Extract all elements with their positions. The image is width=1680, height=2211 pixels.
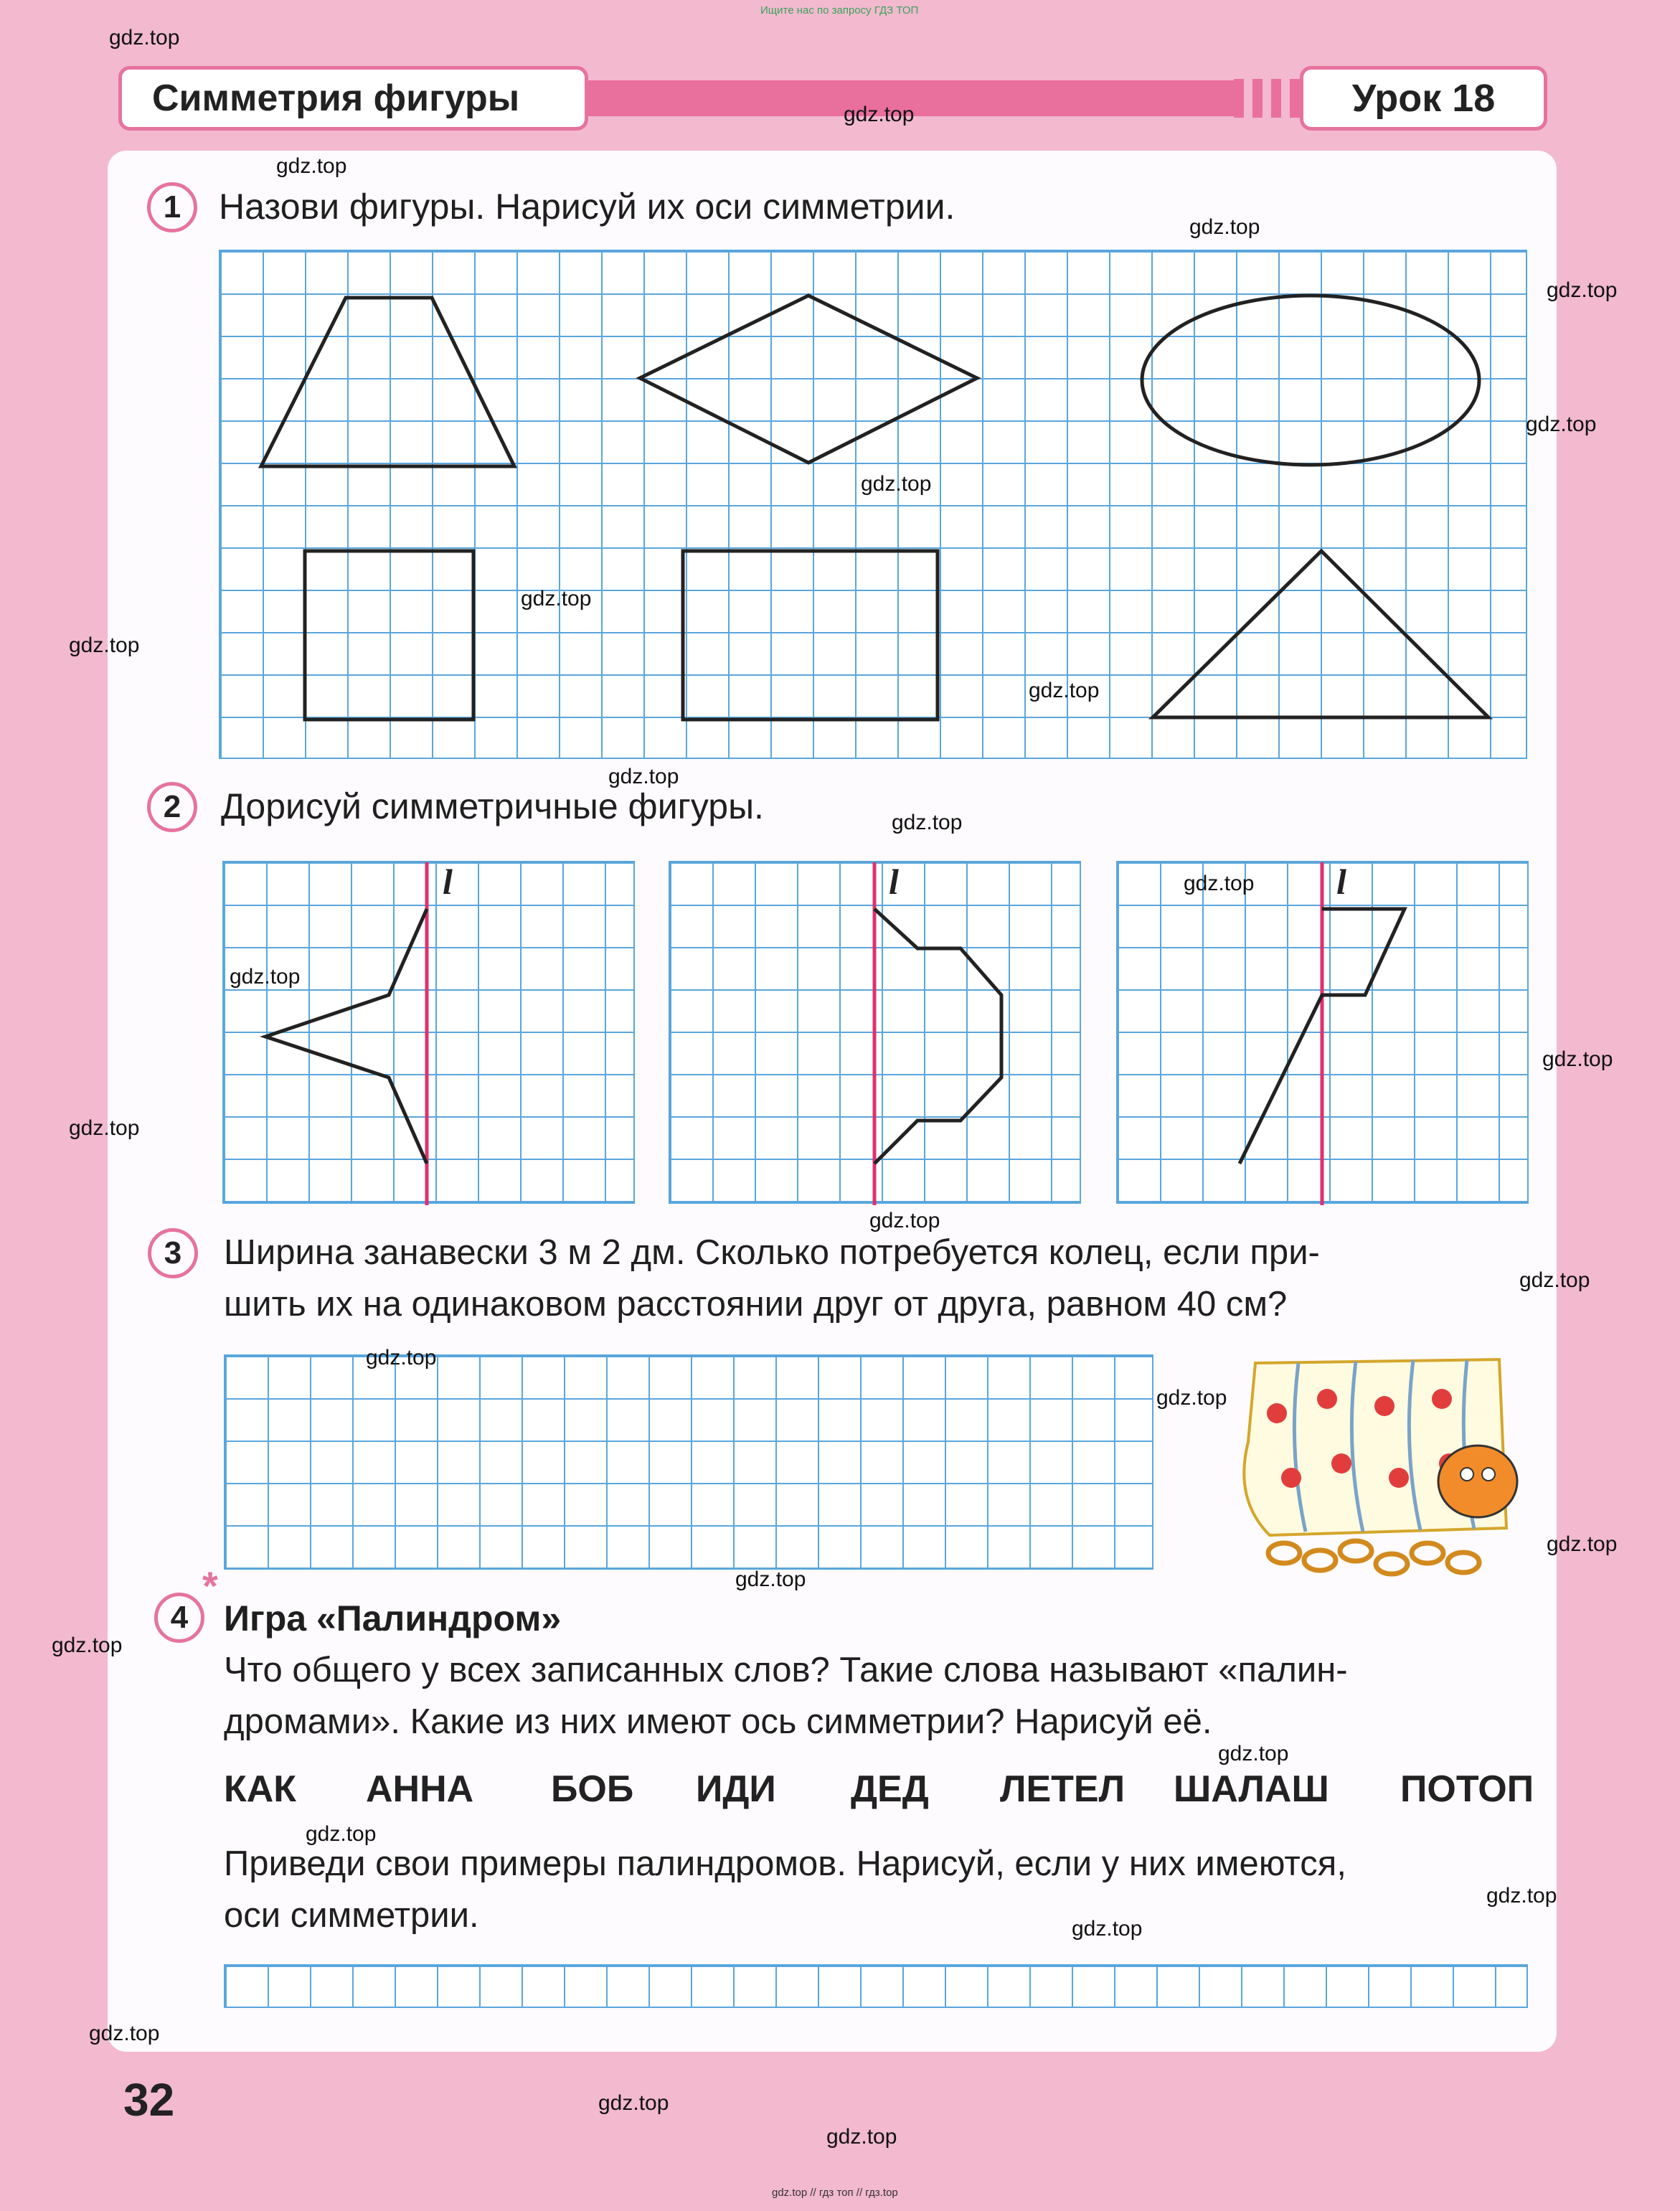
rhombus-shape (640, 296, 977, 463)
watermark-text: gdz.top (1542, 1047, 1613, 1071)
watermark-text: gdz.top (1547, 278, 1618, 302)
watermark-text: gdz.top (276, 154, 347, 178)
watermark-text: gdz.top (598, 2091, 669, 2115)
watermark-text: gdz.top (844, 103, 915, 126)
task-2-grid-2[interactable] (669, 861, 1081, 1204)
task-2-grid-1[interactable] (222, 861, 635, 1204)
watermark-text: gdz.top (230, 965, 301, 989)
task-4-line-2: дромами». Какие из них имеют ось симметрии? Нарисуй её. (224, 1702, 1212, 1741)
watermark-text: gdz.top (1072, 1917, 1143, 1941)
lesson-badge: Урок 18 (1300, 66, 1547, 131)
triangle-shape (1153, 551, 1488, 717)
task-3-answer-grid[interactable] (224, 1354, 1153, 1570)
trapezoid-shape (261, 298, 514, 466)
palindrome-word: ШАЛАШ (1174, 1768, 1329, 1810)
watermark-text: gdz.top (735, 1568, 806, 1591)
palindrome-word: ИДИ (696, 1768, 776, 1810)
task-2-grid-3[interactable] (1116, 861, 1529, 1204)
task-4-star: * (202, 1563, 218, 1608)
page-title: Симметрия фигуры (118, 66, 588, 131)
task-1-figures (220, 251, 1529, 760)
watermark-text: gdz.top (1156, 1386, 1227, 1410)
watermark-text: gdz.top (892, 811, 963, 834)
palindrome-word: БОБ (551, 1768, 634, 1810)
task-3-line-2: шить их на одинаковом расстоянии друг от друга, равном 40 см? (224, 1285, 1288, 1324)
task-2-number: 2 (147, 782, 197, 832)
watermark-text: gdz.top (1526, 412, 1597, 436)
task-3-number: 3 (148, 1228, 198, 1278)
palindrome-word: ЛЕТЕЛ (1000, 1768, 1125, 1810)
bottom-note: gdz.top // гдз топ // гдз.top (772, 2187, 898, 2199)
task-2-text: Дорисуй симметричные фигуры. (221, 786, 764, 826)
watermark-text: gdz.top (89, 2022, 160, 2045)
watermark-text: gdz.top (1218, 1742, 1289, 1766)
watermark-text: gdz.top (306, 1822, 377, 1846)
task-4-answer-row[interactable] (224, 1964, 1528, 2008)
task-2-figure-2 (670, 862, 1082, 1205)
watermark-text: gdz.top (1519, 1268, 1590, 1292)
watermark-text: gdz.top (1547, 1532, 1618, 1556)
watermark-text: gdz.top (826, 2125, 897, 2149)
watermark-text: gdz.top (1189, 215, 1260, 239)
palindrome-word: ДЕД (851, 1768, 929, 1810)
rectangle-shape (683, 551, 938, 720)
task-1-number: 1 (147, 182, 197, 232)
symmetry-axis-label: l (443, 862, 453, 902)
palindrome-word: ПОТОП (1400, 1768, 1534, 1810)
watermark-text: gdz.top (861, 472, 932, 496)
task-4-line-1: Что общего у всех записанных слов? Такие слова называют «палин- (224, 1651, 1348, 1689)
watermark-text: gdz.top (69, 1116, 140, 1140)
task-4-number: 4 (154, 1593, 204, 1643)
watermark-text: gdz.top (608, 765, 679, 788)
watermark-text: gdz.top (1486, 1884, 1557, 1908)
symmetry-axis-label: l (1336, 862, 1346, 902)
task-2-figure-1 (224, 862, 636, 1205)
palindrome-word: АННА (366, 1768, 474, 1810)
task-1-grid[interactable] (219, 250, 1527, 759)
task-3-line-1: Ширина занавески 3 м 2 дм. Сколько потребуется колец, если при- (224, 1233, 1320, 1272)
top-note: Ищите нас по запросу ГДЗ ТОП (760, 4, 919, 16)
watermark-text: gdz.top (52, 1634, 123, 1657)
square-shape (305, 551, 473, 720)
task-4-title: Игра «Палиндром» (224, 1598, 562, 1639)
task-4-line-3: Приведи свои примеры палиндромов. Нарисуй, если у них имеются, (224, 1844, 1346, 1883)
watermark-text: gdz.top (366, 1346, 437, 1370)
watermark-text: gdz.top (69, 633, 140, 657)
watermark-text: gdz.top (521, 587, 592, 610)
task-2-figure-3 (1118, 862, 1530, 1205)
symmetry-axis-label: l (889, 862, 899, 902)
curtain-cat-illustration (1219, 1356, 1535, 1578)
watermark-text: gdz.top (109, 26, 180, 50)
palindrome-word: КАК (224, 1768, 297, 1810)
task-1-text: Назови фигуры. Нарисуй их оси симметрии. (219, 187, 955, 227)
task-4-line-4: оси симметрии. (224, 1896, 479, 1935)
ellipse-shape (1142, 296, 1479, 465)
page-number: 32 (123, 2074, 175, 2126)
watermark-text: gdz.top (1184, 872, 1255, 895)
watermark-text: gdz.top (869, 1209, 940, 1232)
watermark-text: gdz.top (1029, 679, 1100, 702)
